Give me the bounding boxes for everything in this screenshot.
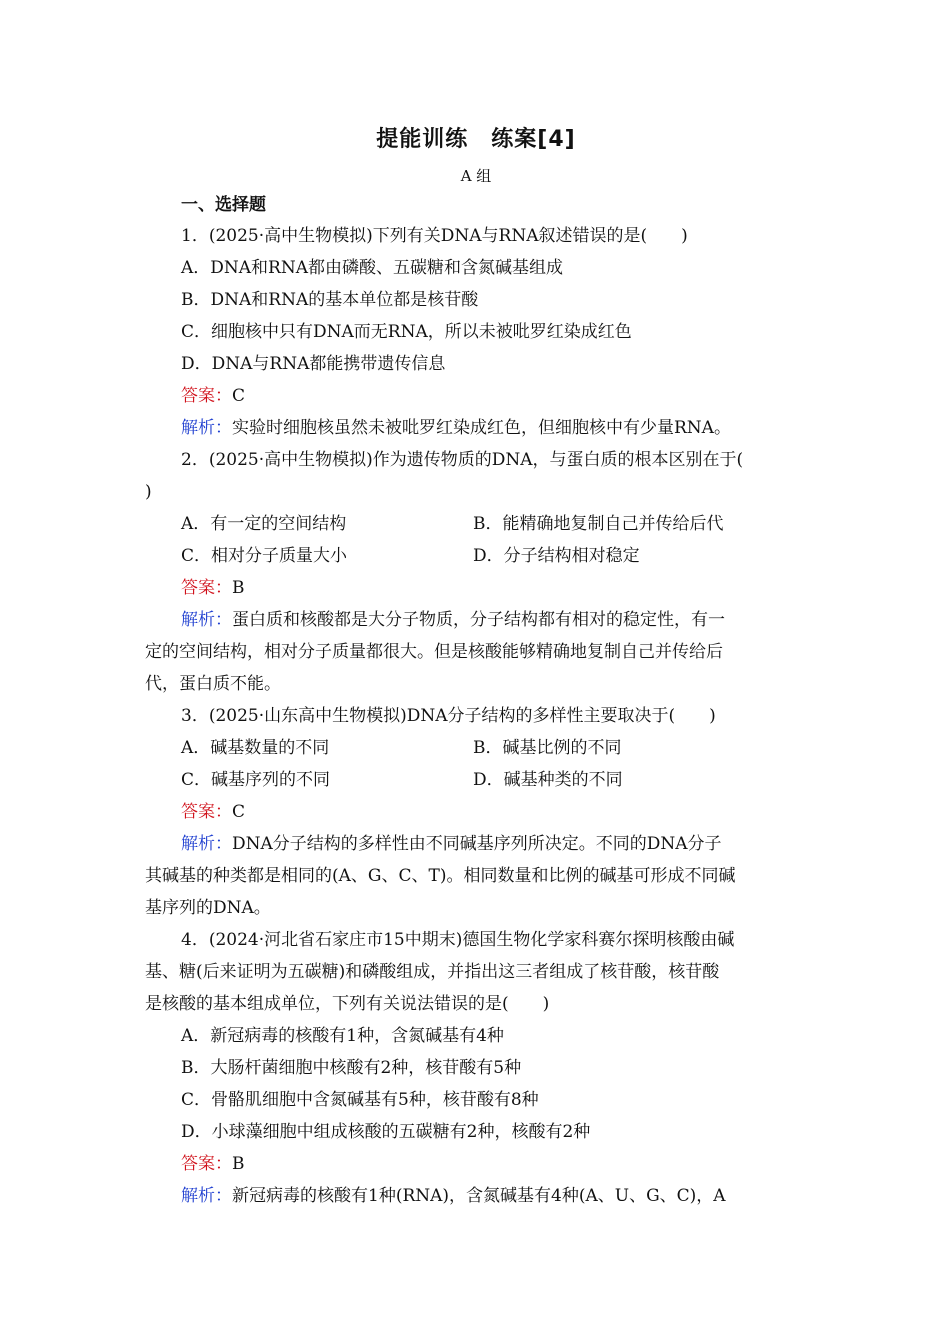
section-heading: 一、选择题: [181, 195, 266, 215]
option-row: [145, 540, 807, 572]
answer-value: C: [232, 386, 246, 406]
question-4: [145, 924, 807, 1212]
answer-line: [145, 796, 807, 828]
answer-label: 答案：: [181, 802, 232, 822]
explanation-text: 蛋白质和核酸都是大分子物质，分子结构都有相对的稳定性，有一: [232, 610, 725, 630]
question-stem: 2．(2025·高中生物模拟)作为遗传物质的DNA，与蛋白质的根本区别在于(: [181, 450, 744, 470]
explanation-text: DNA分子结构的多样性由不同碱基序列所决定。不同的DNA分子: [232, 834, 722, 854]
option-c: C．骨骼肌细胞中含氮碱基有5种，核苷酸有8种: [181, 1090, 539, 1110]
explanation-text: 基序列的DNA。: [145, 898, 271, 918]
explanation-text: 其碱基的种类都是相同的(A、G、C、T)。相同数量和比例的碱基可形成不同碱: [145, 866, 736, 886]
explanation-text: 代，蛋白质不能。: [145, 674, 281, 694]
explanation-line: [145, 604, 807, 636]
question-2: [145, 444, 807, 700]
answer-line: [145, 1148, 807, 1180]
option-d: D．分子结构相对稳定: [473, 546, 640, 566]
option-row: [145, 732, 807, 764]
explanation-text: 新冠病毒的核酸有1种(RNA)，含氮碱基有4种(A、U、G、C)，A: [232, 1186, 726, 1206]
answer-line: [145, 572, 807, 604]
option-c: C．碱基序列的不同: [181, 770, 331, 790]
explanation-text: 实验时细胞核虽然未被吡罗红染成红色，但细胞核中有少量RNA。: [232, 418, 731, 438]
question-stem: 1．(2025·高中生物模拟)下列有关DNA与RNA叙述错误的是( ): [181, 226, 688, 246]
option-d: D．DNA与RNA都能携带遗传信息: [181, 354, 446, 374]
question-1: [145, 220, 807, 444]
option-b: B．碱基比例的不同: [473, 738, 622, 758]
option-b: B．能精确地复制自己并传给后代: [473, 514, 724, 534]
answer-label: 答案：: [181, 578, 232, 598]
group-label: A 组: [460, 167, 492, 185]
question-stem: 3．(2025·山东高中生物模拟)DNA分子结构的多样性主要取决于( ): [181, 706, 716, 726]
question-stem-continued: ): [145, 482, 152, 502]
explanation-line: [145, 412, 807, 444]
explanation-label: 解析：: [181, 1186, 232, 1206]
option-c: C．细胞核中只有DNA而无RNA，所以未被吡罗红染成红色: [181, 322, 632, 342]
option-d: D．碱基种类的不同: [473, 770, 623, 790]
answer-value: B: [232, 578, 245, 598]
option-c: C．相对分子质量大小: [181, 546, 348, 566]
explanation-label: 解析：: [181, 610, 232, 630]
question-3: [145, 700, 807, 924]
option-d: D．小球藻细胞中组成核酸的五碳糖有2种，核酸有2种: [181, 1122, 591, 1142]
option-row: [145, 508, 807, 540]
explanation-line: [145, 828, 807, 860]
option-a: A．新冠病毒的核酸有1种，含氮碱基有4种: [181, 1026, 504, 1046]
option-row: [145, 764, 807, 796]
option-a: A．DNA和RNA都由磷酸、五碳糖和含氮碱基组成: [181, 258, 564, 278]
answer-label: 答案：: [181, 1154, 232, 1174]
document-page: [145, 118, 807, 1212]
option-a: A．有一定的空间结构: [181, 514, 347, 534]
question-stem-continued: 是核酸的基本组成单位，下列有关说法错误的是( ): [145, 994, 550, 1014]
explanation-label: 解析：: [181, 834, 232, 854]
option-a: A．碱基数量的不同: [181, 738, 330, 758]
question-stem: 4．(2024·河北省石家庄市15中期末)德国生物化学家科赛尔探明核酸由碱: [181, 930, 735, 950]
answer-value: C: [232, 802, 246, 822]
option-b: B．大肠杆菌细胞中核酸有2种，核苷酸有5种: [181, 1058, 522, 1078]
answer-value: B: [232, 1154, 245, 1174]
answer-label: 答案：: [181, 386, 232, 406]
explanation-text: 定的空间结构，相对分子质量都很大。但是核酸能够精确地复制自己并传给后: [145, 642, 723, 662]
explanation-label: 解析：: [181, 418, 232, 438]
question-stem-continued: 基、糖(后来证明为五碳糖)和磷酸组成，并指出这三者组成了核苷酸，核苷酸: [145, 962, 720, 982]
explanation-line: [145, 1180, 807, 1212]
answer-line: [145, 380, 807, 412]
option-b: B．DNA和RNA的基本单位都是核苷酸: [181, 290, 479, 310]
page-title: 提能训练 练案[4]: [376, 127, 576, 152]
